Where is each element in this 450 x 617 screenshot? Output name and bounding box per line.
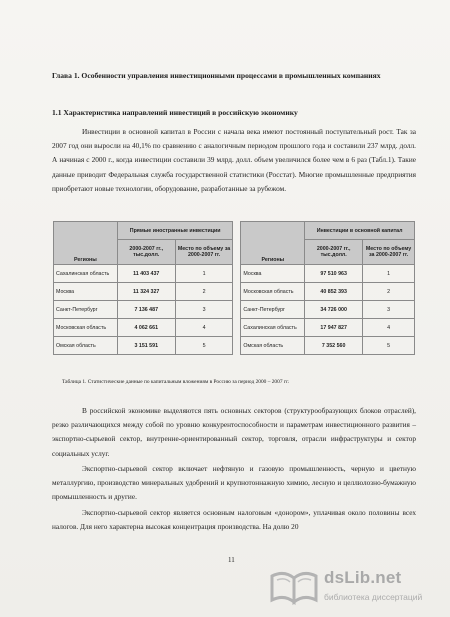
region-cell: Москва: [54, 283, 118, 301]
place-cell: 5: [175, 337, 233, 355]
paragraph-intro: Инвестиции в основной капитал в России с начала века имеют постоянный поступательный рост. Так за 2007 год они выросли на 40,1% по сравнению с аналогичным периодом прошлого года и составили 237 млрд. долл. А начиная с 2000 г., когда инвестиции составили 39 млрд. долл. объем увеличился более чем в 6 раз (Табл.1). Такие данные приводит Федеральная служба государственной статистики (Росстат). Многие промышленные предприятия приобретают новые технологии, оборудование, разработанные за рубежом.: [52, 127, 416, 193]
place-cell: 1: [363, 265, 415, 283]
header-group-fdi: Прямые иностранные инвестиции: [117, 222, 233, 240]
amount-cell: 3 151 591: [117, 337, 175, 355]
paragraph-export-sector: Экспортно-сырьевой сектор включает нефтяную и газовую промышленность, черную и цветную металлургию, производство минеральных удобрений и крупнотоннажную химию, лесную и целлюлозно-бумажную промышленность и другие.: [52, 464, 416, 502]
place-cell: 2: [175, 283, 233, 301]
place-cell: 2: [363, 283, 415, 301]
header-group-capital: Инвестиции в основной капитал: [305, 222, 415, 240]
header-place-left: Место по объему за 2000-2007 гг.: [175, 240, 233, 265]
amount-cell: 11 403 437: [117, 265, 175, 283]
watermark-subtitle: библиотека диссертаций: [324, 592, 423, 602]
place-cell: 4: [175, 319, 233, 337]
place-cell: 4: [363, 319, 415, 337]
header-amount-right: 2000-2007 гг., тыс.долл.: [305, 240, 363, 265]
page-number: 11: [228, 556, 235, 564]
amount-cell: 11 324 327: [117, 283, 175, 301]
region-cell: Омская область: [54, 337, 118, 355]
table-caption: Таблица 1. Статистические данные по капитальным вложениям в Россию за период 2000 – 2007 гг.: [62, 379, 290, 385]
paragraph-sectors: В российской экономике выделяются пять основных секторов (структурообразующих блоков отраслей), резко различающихся между собой по уровню конкурентоспособности и параметрам инвестиционного развития – экспортно-сырьевой сектор, внутренне-ориентированный сектор, торговля, отрасли инфраструктуры и сектор социальных услуг.: [52, 406, 416, 458]
place-cell: 3: [363, 301, 415, 319]
region-cell: Санкт-Петербург: [54, 301, 118, 319]
region-cell: Омская область: [241, 337, 305, 355]
watermark-brand: dsLib.net: [324, 568, 402, 587]
amount-cell: 4 062 661: [117, 319, 175, 337]
section-title: 1.1 Характеристика направлений инвестиций в российскую экономику: [52, 108, 298, 117]
region-cell: Московская область: [54, 319, 118, 337]
amount-cell: 17 947 827: [305, 319, 363, 337]
book-logo-icon: [268, 566, 320, 606]
header-region-right: Регионы: [241, 222, 305, 265]
header-place-right: Место по объему за 2000-2007 гг.: [363, 240, 415, 265]
paragraph-tax-donor: Экспортно-сырьевой сектор является основным налоговым «донором», уплачивая около половины всех налогов. Для него характерна высокая концентрация производства. На долю 20: [52, 508, 416, 532]
chapter-title: Глава 1. Особенности управления инвестиционными процессами в промышленных компаниях: [52, 71, 381, 80]
place-cell: 1: [175, 265, 233, 283]
region-cell: Москва: [241, 265, 305, 283]
watermark: [268, 566, 444, 610]
amount-cell: 7 352 560: [305, 337, 363, 355]
region-cell: Сахалинская область: [54, 265, 118, 283]
amount-cell: 97 510 963: [305, 265, 363, 283]
amount-cell: 34 726 000: [305, 301, 363, 319]
investment-table: [53, 221, 415, 355]
amount-cell: 40 852 393: [305, 283, 363, 301]
place-cell: 5: [363, 337, 415, 355]
header-amount-left: 2000-2007 гг., тыс.долл.: [117, 240, 175, 265]
place-cell: 3: [175, 301, 233, 319]
region-cell: Московская область: [241, 283, 305, 301]
region-cell: Сахалинская область: [241, 319, 305, 337]
header-region-left: Регионы: [54, 222, 118, 265]
region-cell: Санкт-Петербург: [241, 301, 305, 319]
amount-cell: 7 136 487: [117, 301, 175, 319]
